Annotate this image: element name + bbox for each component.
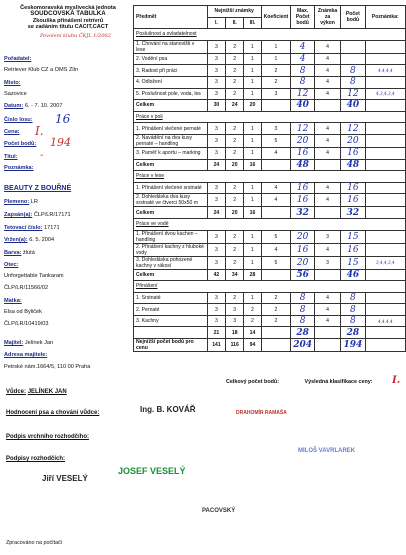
cell [365,327,405,339]
celkovy-row [226,375,400,386]
subheader-3: III. [244,17,261,29]
cell [365,269,405,281]
score-table [133,5,406,352]
cell: 15 [341,230,366,243]
tetovani-row: Tetovací číslo: 17171 [4,225,60,231]
table-row [134,339,406,352]
row-label: 2. Přinášení kachny z hluboké vody [134,243,208,256]
barva-row: Barva: žlutá [4,250,35,256]
cell [365,147,405,159]
cell: 8 [341,76,366,88]
row-label: 4. Odložení [134,76,208,88]
cell: 4,4,4,4 [365,65,405,77]
cell: 1 [244,65,261,77]
cell: 3 [315,230,341,243]
cell [341,53,366,65]
cell: 1 [244,243,261,256]
cell: 3 [207,194,225,207]
header-max: Max. Počet bodů [291,6,315,29]
row-label: 3. Kachny [134,315,208,327]
cell: 1 [244,134,261,147]
cell: 4 [315,194,341,207]
header-poznamka: Poznámka: [365,6,405,29]
cell: 2 [244,315,261,327]
header-predmet: Předmět [134,6,208,29]
cell [261,100,291,112]
row-label: Nejnižší počet bodů pro cenu [134,339,208,352]
cell: 194 [341,339,366,352]
cell: 2 [226,182,244,194]
cell [365,53,405,65]
cell: 12 [291,123,315,135]
cell: 12 [341,88,366,100]
cell: 1 [244,88,261,100]
header-block [4,5,132,31]
cell: 5 [261,134,291,147]
table-row [134,218,406,230]
row-label: Celkem [134,100,208,112]
cell: 2 [261,315,291,327]
cell: 1 [261,53,291,65]
cell: 3 [207,243,225,256]
cell: 3 [207,65,225,77]
cell [315,207,341,219]
row-label: 2. Dohledávka dva kusy srstnaté ve čtverci 50x50 m [134,194,208,207]
cell: 3 [207,147,225,159]
misto-value: Sazovice [4,91,27,97]
cell: 3 [207,134,225,147]
row-label: Celkem [134,159,208,171]
cell: 2 [226,256,244,269]
rozhodci-label: Podpisy rozhodčích: [6,456,66,462]
cell: 4 [261,243,291,256]
row-label: 1. Přinášení dvou kachen – handling [134,230,208,243]
cell: 8 [341,292,366,304]
poradatel-value: Retriever Klub CZ a OMS Zlín [4,67,79,73]
cell: 24 [207,159,225,171]
cell: 8 [341,315,366,327]
cell: 16 [291,147,315,159]
cell: 1 [244,123,261,135]
table-row [134,182,406,194]
row-label: Celkem [134,207,208,219]
cell: 20 [226,207,244,219]
cell [261,159,291,171]
cell: 1 [244,230,261,243]
cell: 34 [226,269,244,281]
cell: 40 [291,100,315,112]
stamp-pacovsky: PACOVSKÝ [202,508,236,514]
cell: 4 [315,243,341,256]
cell: 3 [207,230,225,243]
cell [365,304,405,316]
header-line2: SOUDCOVSKÁ TABULKA [30,10,106,18]
table-row [134,111,406,123]
table-row [134,171,406,183]
row-label: 1. Srstnaté [134,292,208,304]
cell [315,339,341,352]
cell: 8 [291,315,315,327]
row-label [134,327,208,339]
cell: 24 [226,100,244,112]
cell: 32 [291,207,315,219]
cell: 4 [261,182,291,194]
table-row [134,147,406,159]
cislo-losu-label: Číslo losu: [4,117,33,123]
poznamka-label: Poznámka: [4,165,34,171]
table-row [134,304,406,316]
majitel-row: Majitel: Jelínek Jan [4,340,54,346]
row-label: 2. Pernaté [134,304,208,316]
table-row [134,194,406,207]
cell: 56 [291,269,315,281]
cell: 4 [291,40,315,53]
cell: 1 [244,76,261,88]
cell: 8 [291,65,315,77]
cell: 12 [341,123,366,135]
cell: 3 [226,304,244,316]
table-row [134,159,406,171]
cell: 16 [244,159,261,171]
plemeno-row: Plemeno: LR [4,199,38,205]
cell: 16 [291,243,315,256]
cell: 16 [341,243,366,256]
cell: 40 [341,100,366,112]
cell [365,230,405,243]
cell: 28 [341,327,366,339]
cell: 4,4,4,4 [365,315,405,327]
hodnoceni-label: Hodnocení psa a chování vůdce: [6,410,100,416]
cell: 4 [315,76,341,88]
table-row [134,134,406,147]
misto-label: Místo: [4,80,21,86]
cell: 2 [226,65,244,77]
cell: 5 [261,230,291,243]
cell: 16 [244,207,261,219]
table-header-row [134,6,406,18]
cell: 28 [291,327,315,339]
adresa-value: Petrské nám.1664/5, 110 00 Praha [4,364,91,370]
cell: 3 [207,76,225,88]
cell: 204 [291,339,315,352]
cell [341,40,366,53]
cell: 4 [315,315,341,327]
cell: 141 [207,339,225,352]
cell: 48 [291,159,315,171]
cell: 2 [226,194,244,207]
table-row [134,269,406,281]
cell [365,194,405,207]
pocet-bodu-label: Počet bodů: [4,141,37,147]
row-label: 3. Dohledávka pohozené kachny v rákosí [134,256,208,269]
cell: 20 [291,230,315,243]
klasifikace-value: I. [392,375,401,386]
cell: 21 [207,327,225,339]
subheader-2: II. [226,17,244,29]
stamp-kovar: Ing. B. KOVÁŘ [140,405,196,414]
cell: 2 [226,147,244,159]
cell [365,159,405,171]
cell [365,182,405,194]
stamp-jiri-vesely: Jiří VESELÝ [42,474,88,483]
cell: 16 [341,147,366,159]
table-row [134,327,406,339]
cell: 1 [244,147,261,159]
table-row [134,123,406,135]
cell: 4 [315,304,341,316]
table-row [134,100,406,112]
section-label: Práce v poli [134,111,406,123]
cell: 2 [226,134,244,147]
cell [365,292,405,304]
cell: 3 [207,292,225,304]
cell: 2 [226,76,244,88]
table-row [134,65,406,77]
header-pocet: Počet bodů [341,6,366,29]
cell: 4 [261,194,291,207]
cell: 16 [341,194,366,207]
cell: 1 [244,194,261,207]
matka-reg: ČLP/LR/10419/03 [4,321,49,327]
header-nejnizsi: Nejnižší známky [207,6,261,18]
stamp-josef-vesely: JOSEF VESELÝ [118,466,186,476]
cell: 2 [261,65,291,77]
dog-name: BEAUTY Z BOUŘNÉ [4,185,72,192]
cell: 4 [315,53,341,65]
poradatel-label: Pořadatel: [4,56,32,62]
cell: 14 [244,327,261,339]
cell: 2 [226,53,244,65]
subheader-1: I. [207,17,225,29]
cell: 2 [226,230,244,243]
cell: 4 [315,182,341,194]
cell: 4 [291,53,315,65]
row-label: 5. Poslušnost pole, voda, les [134,88,208,100]
cell: 1 [261,40,291,53]
cell [261,339,291,352]
header-znamka: Známka za výkon [315,6,341,29]
cell: 3 [207,256,225,269]
cell [365,123,405,135]
cell: 20 [291,256,315,269]
cell [315,159,341,171]
otec-value: Unforgettable Tankaram [4,273,64,279]
row-label: 1. Chování na stanovišti v lese [134,40,208,53]
cell [365,134,405,147]
cell: 8 [291,292,315,304]
cell: 2 [226,88,244,100]
row-label: 2. Vodění psa [134,53,208,65]
table-row [134,40,406,53]
cell [261,327,291,339]
section-label: Přinášení [134,281,406,293]
matka-value: Elsa od Byliček [4,309,42,315]
cell: 2 [226,123,244,135]
cell: 1 [244,292,261,304]
cell: 46 [341,269,366,281]
row-label: Celkem [134,269,208,281]
cell: 4 [315,147,341,159]
cell [315,100,341,112]
zapsan-row: Zapsán(a): ČLP/LR/17171 [4,212,71,218]
row-label: 3. Paměť k aportu – marking [134,147,208,159]
cell: 3 [207,40,225,53]
cell: 2 [261,292,291,304]
cell: 3 [207,123,225,135]
table-row [134,230,406,243]
cell: 15 [341,256,366,269]
stamp-ramasa: DRAHOMÍR RAMAŠA [236,410,287,416]
cell: 2 [226,292,244,304]
cell: 1 [244,40,261,53]
cell: 42 [207,269,225,281]
row-label: 1. Přinášení vlečené srstnaté [134,182,208,194]
datum-row: Datum: 6. - 7. 10. 2007 [4,103,63,109]
stamp-vavrlarek: MILOŠ VAVRLAREK [298,448,356,454]
cislo-losu-value: 16 [55,112,71,126]
cell: 18 [226,327,244,339]
cell: 4 [315,88,341,100]
cell: 1 [244,53,261,65]
cell: 28 [244,269,261,281]
cell: 8 [291,76,315,88]
table-row [134,207,406,219]
celkovy-label: Celkový počet bodů: [226,379,280,385]
cell: 16 [341,182,366,194]
table-row [134,76,406,88]
cell: 3 [207,304,225,316]
cell [365,243,405,256]
table-row [134,29,406,41]
cell: 8 [341,65,366,77]
cell: 3 [261,88,291,100]
cell: 5 [261,256,291,269]
cell: 4 [315,40,341,53]
section-label: Poslušnost a ovladatelnost [134,29,406,41]
cell [315,327,341,339]
cell: 3 [261,123,291,135]
vrzen-row: Vržen(a): 6. 5. 2004 [4,237,55,243]
cell: 3 [207,53,225,65]
otec-reg: ČLP/LR/11566/02 [4,285,49,291]
footer-note: Zpracováno na počítači [6,540,63,546]
cell: 8 [341,304,366,316]
row-label: 3. Radost při práci [134,65,208,77]
cell [365,100,405,112]
section-label: Práce v lese [134,171,406,183]
table-row [134,256,406,269]
cena-label: Cena: [4,129,20,135]
header-line3: Zkouška přinášení retrívrů [32,17,104,24]
cell: 3,4,4,3,4 [365,256,405,269]
vudce-row: Vůdce: JELÍNEK JAN [6,389,67,395]
cell: 4 [315,134,341,147]
cell [315,269,341,281]
cell: 24 [207,207,225,219]
titul-label: Titul: [4,154,18,160]
table-row [134,243,406,256]
cell: 4 [315,65,341,77]
cell: 12 [291,88,315,100]
cell: 2 [261,304,291,316]
cell: 20 [226,159,244,171]
cell [365,339,405,352]
cell [365,76,405,88]
cell: 94 [244,339,261,352]
cell: 4,3,4,3,4 [365,88,405,100]
cell: 2 [226,243,244,256]
pocet-bodu-value: 194 [50,136,71,149]
cell: 1 [244,182,261,194]
cell [365,40,405,53]
header-line1: Českomoravská myslivecká jednota [20,5,116,11]
cell: 1 [244,256,261,269]
table-row [134,281,406,293]
row-label: 2. Navádění na dva kusy pernaté – handling [134,134,208,147]
table-row [134,315,406,327]
cell: 8 [291,304,315,316]
cell: 20 [341,134,366,147]
cell: 4 [261,147,291,159]
cell: 2 [244,304,261,316]
cell: 3 [207,315,225,327]
matka-label: Matka: [4,298,22,304]
cell: 16 [291,194,315,207]
cell: 3 [226,315,244,327]
table-row [134,292,406,304]
header-line4: se zadáním titulu CACIT,CACT [27,24,109,31]
header-koeficient: Koeficient [261,6,291,29]
cell: 4 [315,123,341,135]
adresa-label: Adresa majitele: [4,352,48,358]
cell: 48 [341,159,366,171]
cell: 20 [244,100,261,112]
table-row [134,88,406,100]
cell: 3 [207,182,225,194]
cena-value: I. [35,124,44,138]
cell: 2 [226,40,244,53]
cell: 2 [261,76,291,88]
cell: 116 [226,339,244,352]
cell [261,269,291,281]
cell [261,207,291,219]
otec-label: Otec: [4,262,19,268]
titul-value: - [40,150,44,161]
cell: 3 [207,88,225,100]
cell: 32 [341,207,366,219]
approval-stamp: Povolení klubu ČKJL 1/2002 [40,33,111,39]
cell [365,207,405,219]
cell: 16 [291,182,315,194]
cell: 20 [291,134,315,147]
section-label: Práce ve vodě [134,218,406,230]
cell: 3 [315,256,341,269]
cell: 30 [207,100,225,112]
table-row [134,53,406,65]
vrchni-label: Podpis vrchního rozhodčího: [6,434,89,440]
klasifikace-label: Výsledná klasifikace ceny: [304,379,373,385]
row-label: 1. Přinášení vlečené pernaté [134,123,208,135]
cell: 4 [315,292,341,304]
